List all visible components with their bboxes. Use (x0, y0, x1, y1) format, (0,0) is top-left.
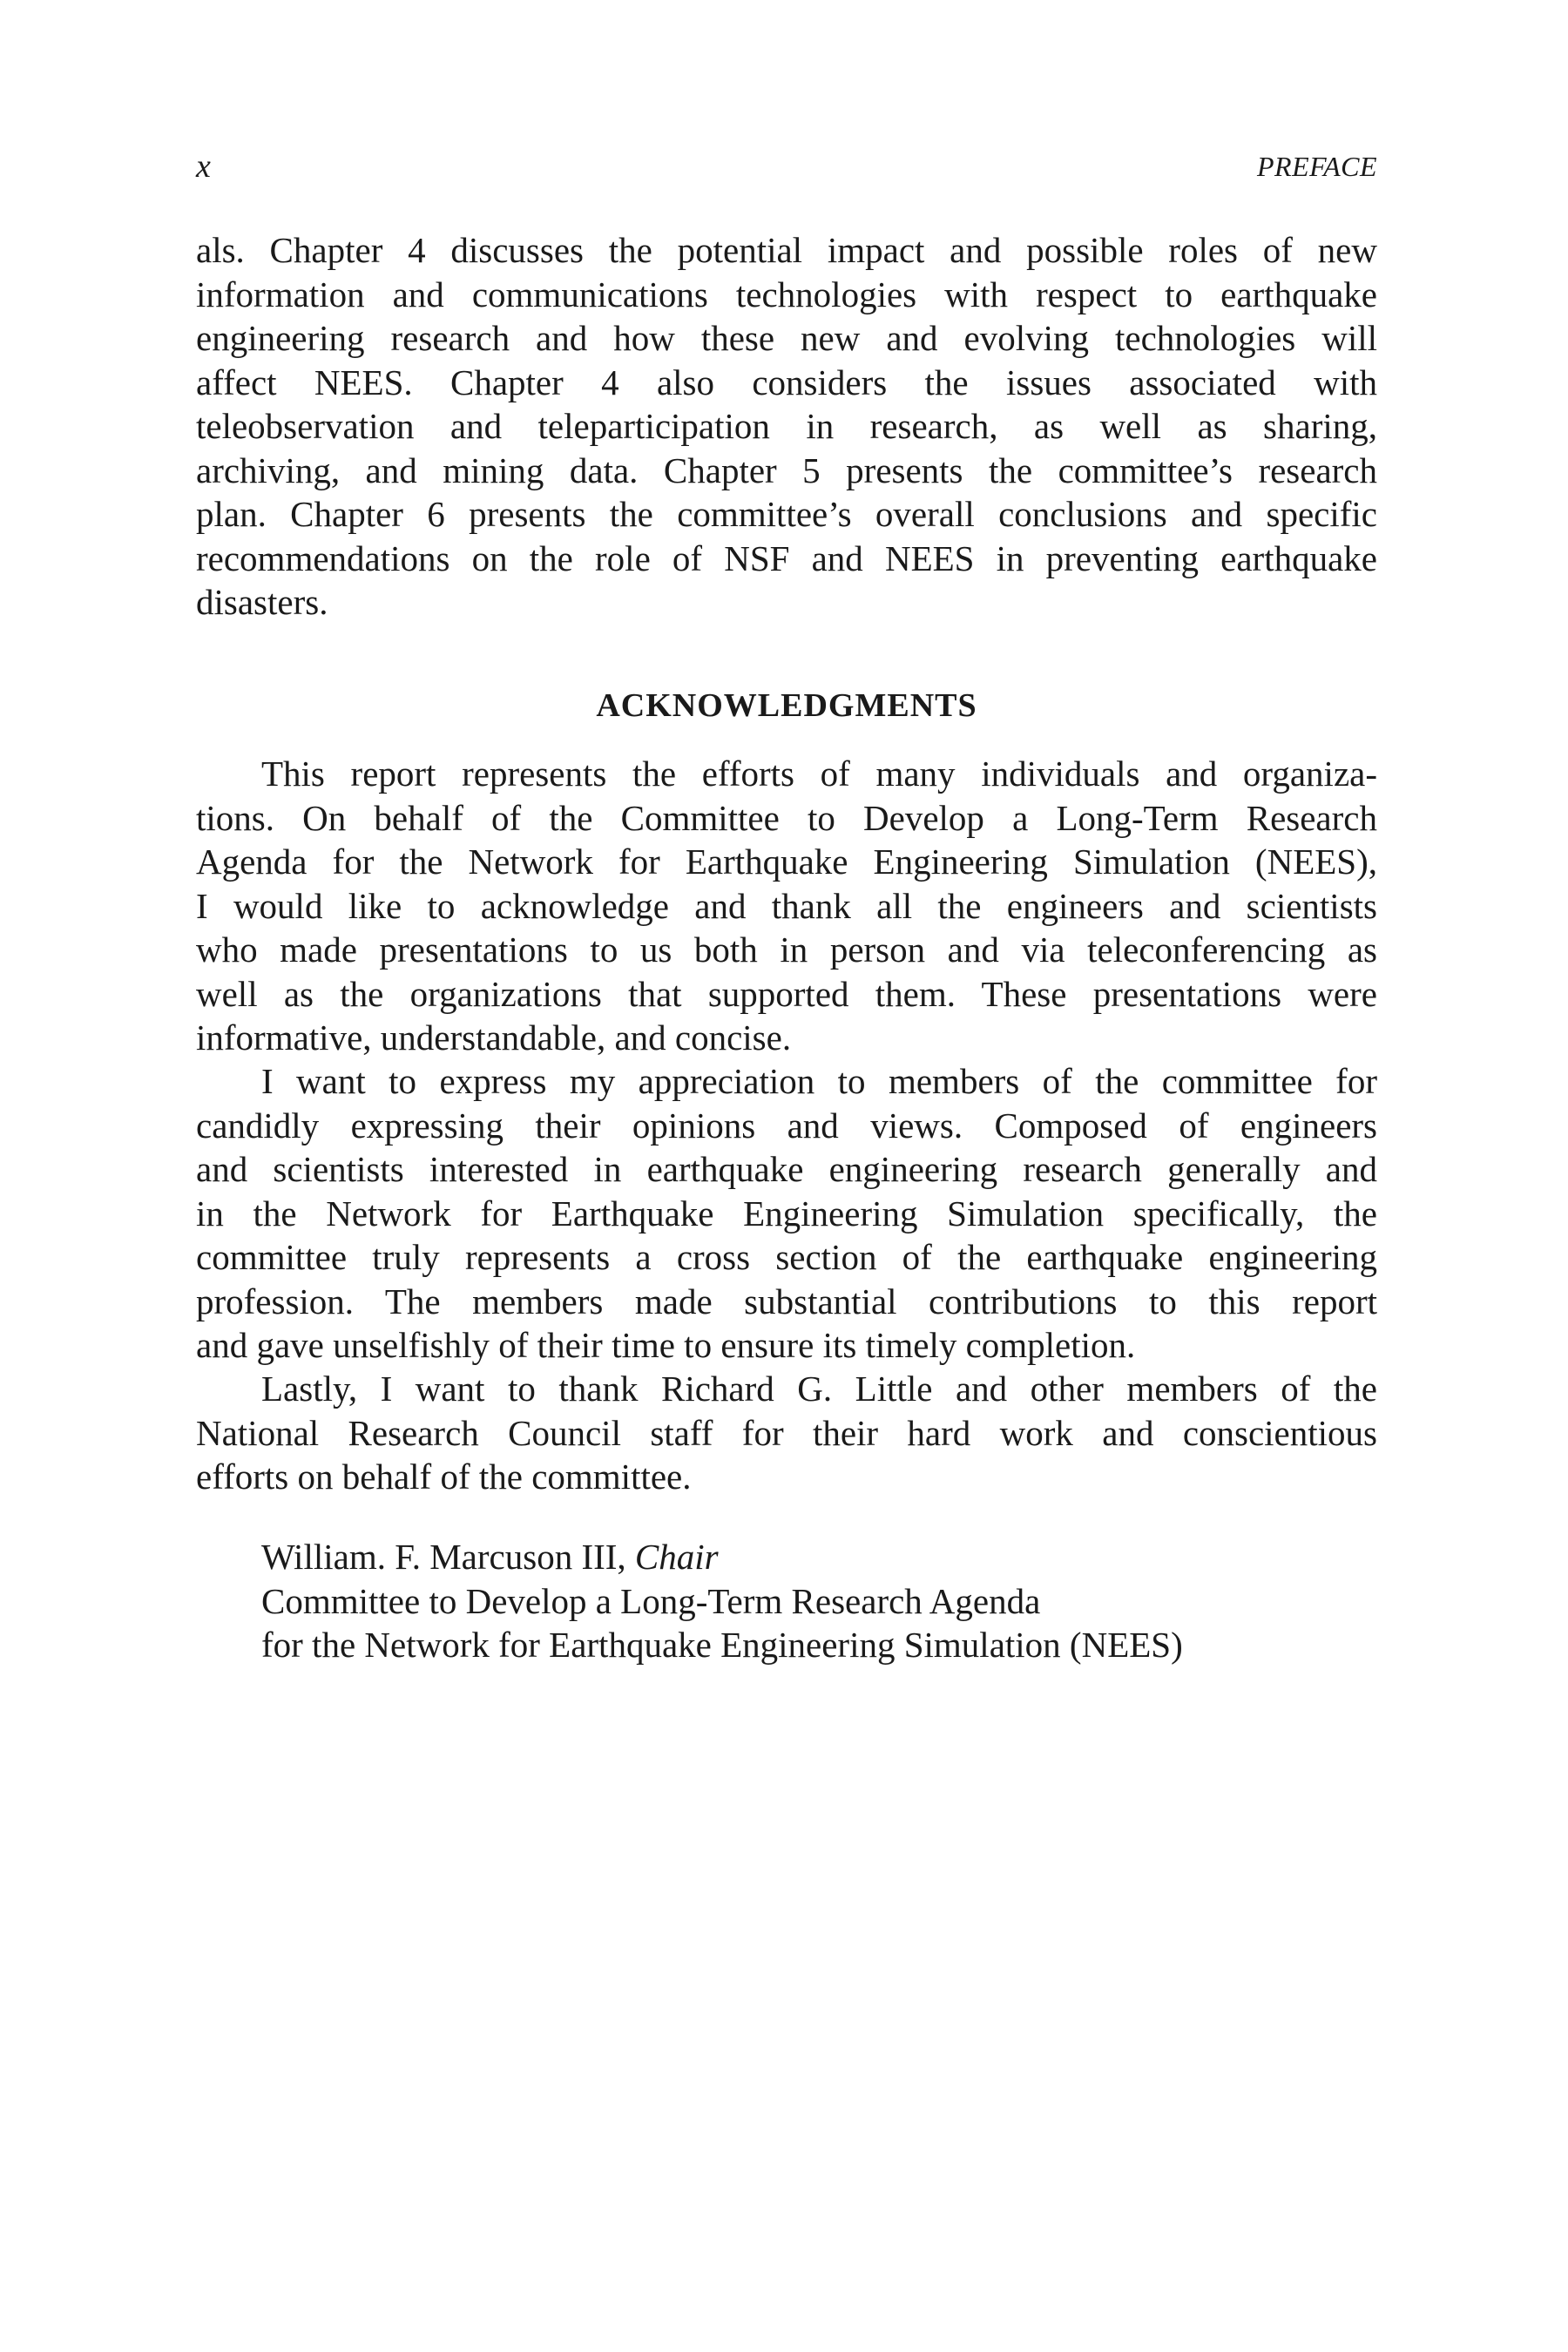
text-line: and scientists interested in earthquake engineering research generally and (196, 1149, 1377, 1189)
signature-block (261, 1535, 1183, 1667)
text-line: information and communications technologies with respect to earthquake (196, 274, 1377, 314)
text-line: teleobservation and teleparticipation in research, as well as sharing, (196, 406, 1377, 446)
text-line: well as the organizations that supported them. These presentations were (196, 973, 1377, 1014)
text-line: This report represents the efforts of many individuals and organiza- (261, 754, 1377, 794)
signatory-role: Chair (634, 1537, 719, 1577)
text-line: in the Network for Earthquake Engineering Simulation specifically, the (196, 1193, 1377, 1233)
text-line: who made presentations to us both in person and via teleconferencing as (196, 929, 1377, 970)
text-line: als. Chapter 4 discusses the potential impact and possible roles of new (196, 230, 1377, 270)
text-line: I would like to acknowledge and thank all the engineers and scientists (196, 885, 1377, 926)
running-header (196, 145, 1377, 188)
signature-committee-line: Committee to Develop a Long-Term Research Agenda (261, 1580, 1041, 1621)
acknowledgments-heading: ACKNOWLEDGMENTS (596, 687, 977, 724)
text-line: archiving, and mining data. Chapter 5 presents the committee’s research (196, 449, 1377, 490)
signature-committee-line: for the Network for Earthquake Engineering Simulation (NEES) (261, 1625, 1183, 1665)
page-number: x (196, 148, 211, 185)
text-line: I want to express my appreciation to members of the committee for (261, 1061, 1377, 1101)
text-line: committee truly represents a cross section of the earthquake engineering (196, 1237, 1377, 1277)
section-title: PREFACE (1257, 151, 1377, 182)
text-line: disasters. (196, 582, 328, 622)
text-line: Lastly, I want to thank Richard G. Little and other members of the (261, 1369, 1377, 1409)
signature-name-line (261, 1535, 1183, 1579)
text-line: profession. The members made substantial contributions to this report (196, 1281, 1377, 1321)
text-line: tions. On behalf of the Committee to Develop a Long-Term Research (196, 797, 1377, 838)
text-line: affect NEES. Chapter 4 also considers the issues associated with (196, 362, 1377, 402)
text-line: candidly expressing their opinions and views. Composed of engineers (196, 1105, 1377, 1146)
text-line: National Research Council staff for their hard work and conscientious (196, 1412, 1377, 1453)
text-line: informative, understandable, and concise. (196, 1017, 792, 1058)
text-line: Agenda for the Network for Earthquake Engineering Simulation (NEES), (196, 841, 1377, 882)
text-line: engineering research and how these new and evolving technologies will (196, 318, 1377, 358)
text-line: efforts on behalf of the committee. (196, 1456, 692, 1497)
text-line: plan. Chapter 6 presents the committee’s overall conclusions and specific (196, 494, 1377, 534)
signatory-name: William. F. Marcuson III, (261, 1537, 635, 1577)
text-line: and gave unselfishly of their time to ensure its timely completion. (196, 1325, 1136, 1365)
text-line: recommendations on the role of NSF and NEES in preventing earthquake (196, 537, 1377, 578)
